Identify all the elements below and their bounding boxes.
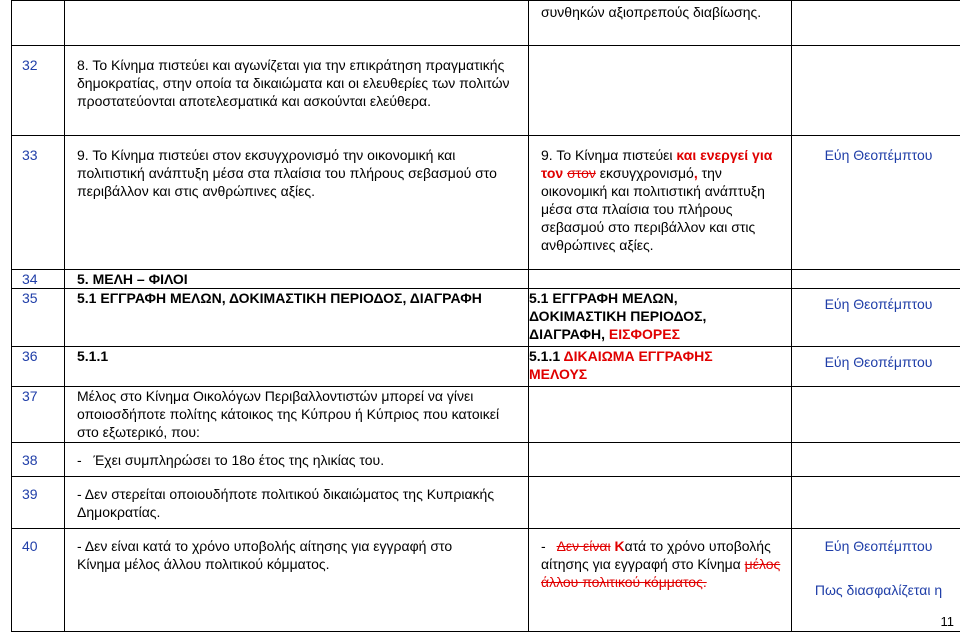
author-name: Εύη Θεοπέμπτου xyxy=(792,136,960,164)
row-number: 35 xyxy=(12,289,65,347)
table-row xyxy=(12,136,960,270)
author-cell xyxy=(792,387,960,443)
proposed-text: 9. Το Κίνημα πιστεύει και ενεργεί για τον στον εκσυγχρονισμό, την οικονομική και πολιτιστική ανάπτυξη μέσα στα πλαίσια του πλήρους σεβασμού στο περιβάλλον και στις ανθρώπινες αξίες. xyxy=(529,136,791,260)
row-number: 37 xyxy=(12,387,65,443)
original-text-cell xyxy=(65,477,529,529)
proposed-text-cell xyxy=(529,1,792,46)
row-number: 38 xyxy=(12,443,65,477)
proposed-text-cell xyxy=(529,387,792,443)
original-text: - Δεν στερείται οποιουδήποτε πολιτικού δικαιώματος της Κυπριακής Δημοκρατίας. xyxy=(65,477,528,521)
author-cell xyxy=(792,289,960,347)
author-name: Εύη Θεοπέμπτου xyxy=(792,529,960,555)
row-number: 40 xyxy=(12,529,65,632)
row-number: 34 xyxy=(12,270,65,289)
original-text: 8. Το Κίνημα πιστεύει και αγωνίζεται για την επικράτηση πραγματικής δημοκρατίας, στην οποία τα δικαιώματα και οι ελευθερίες των πολιτών προστατεύονται αποτελεσματικά και ασκούνται ελεύθερα. xyxy=(65,46,528,116)
proposed-text: 5.1 ΕΓΓΡΑΦΗ ΜΕΛΩΝ, ΔΟΚΙΜΑΣΤΙΚΗ ΠΕΡΙΟΔΟΣ, ΔΙΑΓΡΑΦΗ, ΕΙΣΦΟΡΕΣ xyxy=(529,289,791,343)
proposed-text-cell xyxy=(529,270,792,289)
author-cell xyxy=(792,46,960,136)
author-name: Εύη Θεοπέμπτου xyxy=(792,347,960,371)
proposed-text-cell xyxy=(529,477,792,529)
table-row xyxy=(12,443,960,477)
original-text-cell xyxy=(65,136,529,270)
proposed-text-cell xyxy=(529,136,792,270)
author-name: Εύη Θεοπέμπτου xyxy=(792,289,960,313)
page-number: 11 xyxy=(941,614,955,629)
author-cell xyxy=(792,347,960,387)
author-cell xyxy=(792,477,960,529)
proposed-text-cell xyxy=(529,46,792,136)
author-cell xyxy=(792,529,960,632)
author-comment: Πως διασφαλίζεται η xyxy=(792,555,960,599)
table-row xyxy=(12,289,960,347)
proposed-text: 5.1.1 ΔΙΚΑΙΩΜΑ ΕΓΓΡΑΦΗΣ ΜΕΛΟΥΣ xyxy=(529,347,791,383)
table-row xyxy=(12,1,960,46)
table-row xyxy=(12,529,960,632)
original-text: - Έχει συμπληρώσει το 18ο έτος της ηλικίας του. xyxy=(65,443,528,469)
original-text-cell xyxy=(65,1,529,46)
original-text-cell xyxy=(65,347,529,387)
section-heading: 5.1.1 xyxy=(65,347,528,365)
row-number: 36 xyxy=(12,347,65,387)
table-row xyxy=(12,387,960,443)
row-number xyxy=(12,1,65,46)
author-cell xyxy=(792,443,960,477)
proposed-text-cell xyxy=(529,529,792,632)
proposed-text: - Δεν είναι Κατά το χρόνο υποβολής αίτησης για εγγραφή στο Κίνημα μέλος άλλου πολιτικού κόμματος. xyxy=(529,529,791,597)
original-text-cell xyxy=(65,46,529,136)
comparison-table xyxy=(11,0,960,632)
author-cell xyxy=(792,1,960,46)
table-row xyxy=(12,46,960,136)
proposed-text-cell xyxy=(529,289,792,347)
original-text: - Δεν είναι κατά το χρόνο υποβολής αίτησης για εγγραφή στο Κίνημα μέλος άλλου πολιτικού κόμματος. xyxy=(65,529,528,573)
original-text-cell xyxy=(65,289,529,347)
author-cell xyxy=(792,136,960,270)
section-heading: 5.1 ΕΓΓΡΑΦΗ ΜΕΛΩΝ, ΔΟΚΙΜΑΣΤΙΚΗ ΠΕΡΙΟΔΟΣ, ΔΙΑΓΡΑΦΗ xyxy=(65,289,528,307)
original-text-cell xyxy=(65,443,529,477)
proposed-text: συνθηκών αξιοπρεπούς διαβίωσης. xyxy=(529,1,791,27)
proposed-text-cell xyxy=(529,347,792,387)
table-row xyxy=(12,477,960,529)
original-text: 9. Το Κίνημα πιστεύει στον εκσυγχρονισμό την οικονομική και πολιτιστική ανάπτυξη μέσα στα πλαίσια του πλήρους σεβασμού στο περιβάλλον και στις ανθρώπινες αξίες. xyxy=(65,136,528,206)
original-text-cell xyxy=(65,529,529,632)
row-number: 32 xyxy=(12,46,65,136)
table-row xyxy=(12,270,960,289)
table-row xyxy=(12,347,960,387)
proposed-text-cell xyxy=(529,443,792,477)
original-text-cell xyxy=(65,387,529,443)
section-heading: 5. ΜΕΛΗ – ΦΙΛΟΙ xyxy=(65,270,528,288)
row-number: 33 xyxy=(12,136,65,270)
original-text-cell xyxy=(65,270,529,289)
row-number: 39 xyxy=(12,477,65,529)
author-cell xyxy=(792,270,960,289)
original-text: Μέλος στο Κίνημα Οικολόγων Περιβαλλοντιστών μπορεί να γίνει οποιοσδήποτε πολίτης κάτοικος της Κύπρου ή Κύπριος που κατοικεί στο εξωτερικό, που: xyxy=(65,387,528,441)
